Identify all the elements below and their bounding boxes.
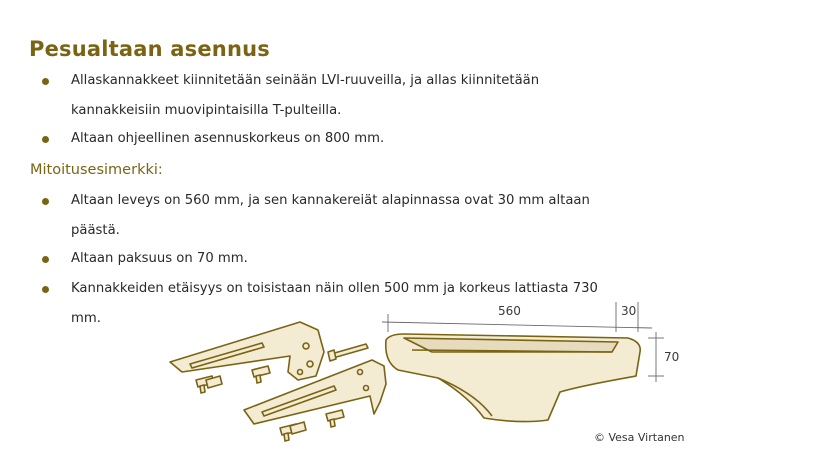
bullet-text-4: Altaan paksuus on 70 mm. — [71, 251, 248, 266]
subheading: Mitoitusesimerkki: — [30, 162, 163, 178]
bullet-text-3-line-1: Altaan leveys on 560 mm, ja sen kannakereiät alapinnassa ovat 30 mm altaan — [71, 193, 590, 208]
bullet-text-1-line-1: Allaskannakkeet kiinnitetään seinään LVI-ruuveilla, ja allas kiinnitetään — [71, 73, 540, 88]
dimension-width-label: 560 — [498, 304, 521, 318]
dimension-hole-offset-label: 30 — [621, 304, 637, 318]
bullet-text-1-line-2: kannakkeisiin muovipintaisilla T-pulteilla. — [71, 103, 342, 118]
bullet-text-3-line-2: päästä. — [71, 223, 120, 238]
wall-bracket-upper — [170, 322, 324, 380]
image-credit: © Vesa Virtanen — [594, 431, 685, 444]
bullet-text-2: Altaan ohjeellinen asennuskorkeus on 800 mm. — [71, 131, 385, 146]
bullet-text-5-line-1: Kannakkeiden etäisyys on toisistaan näin ollen 500 mm ja korkeus lattiasta 730 — [71, 281, 598, 296]
t-bolt — [328, 344, 368, 361]
basin — [386, 334, 641, 422]
slide-title: Pesualtaan asennus — [29, 37, 270, 61]
bullet-text-5-line-2: mm. — [71, 311, 101, 326]
t-bolt-pair-1 — [196, 366, 270, 393]
dimension-thickness-label: 70 — [664, 350, 680, 364]
